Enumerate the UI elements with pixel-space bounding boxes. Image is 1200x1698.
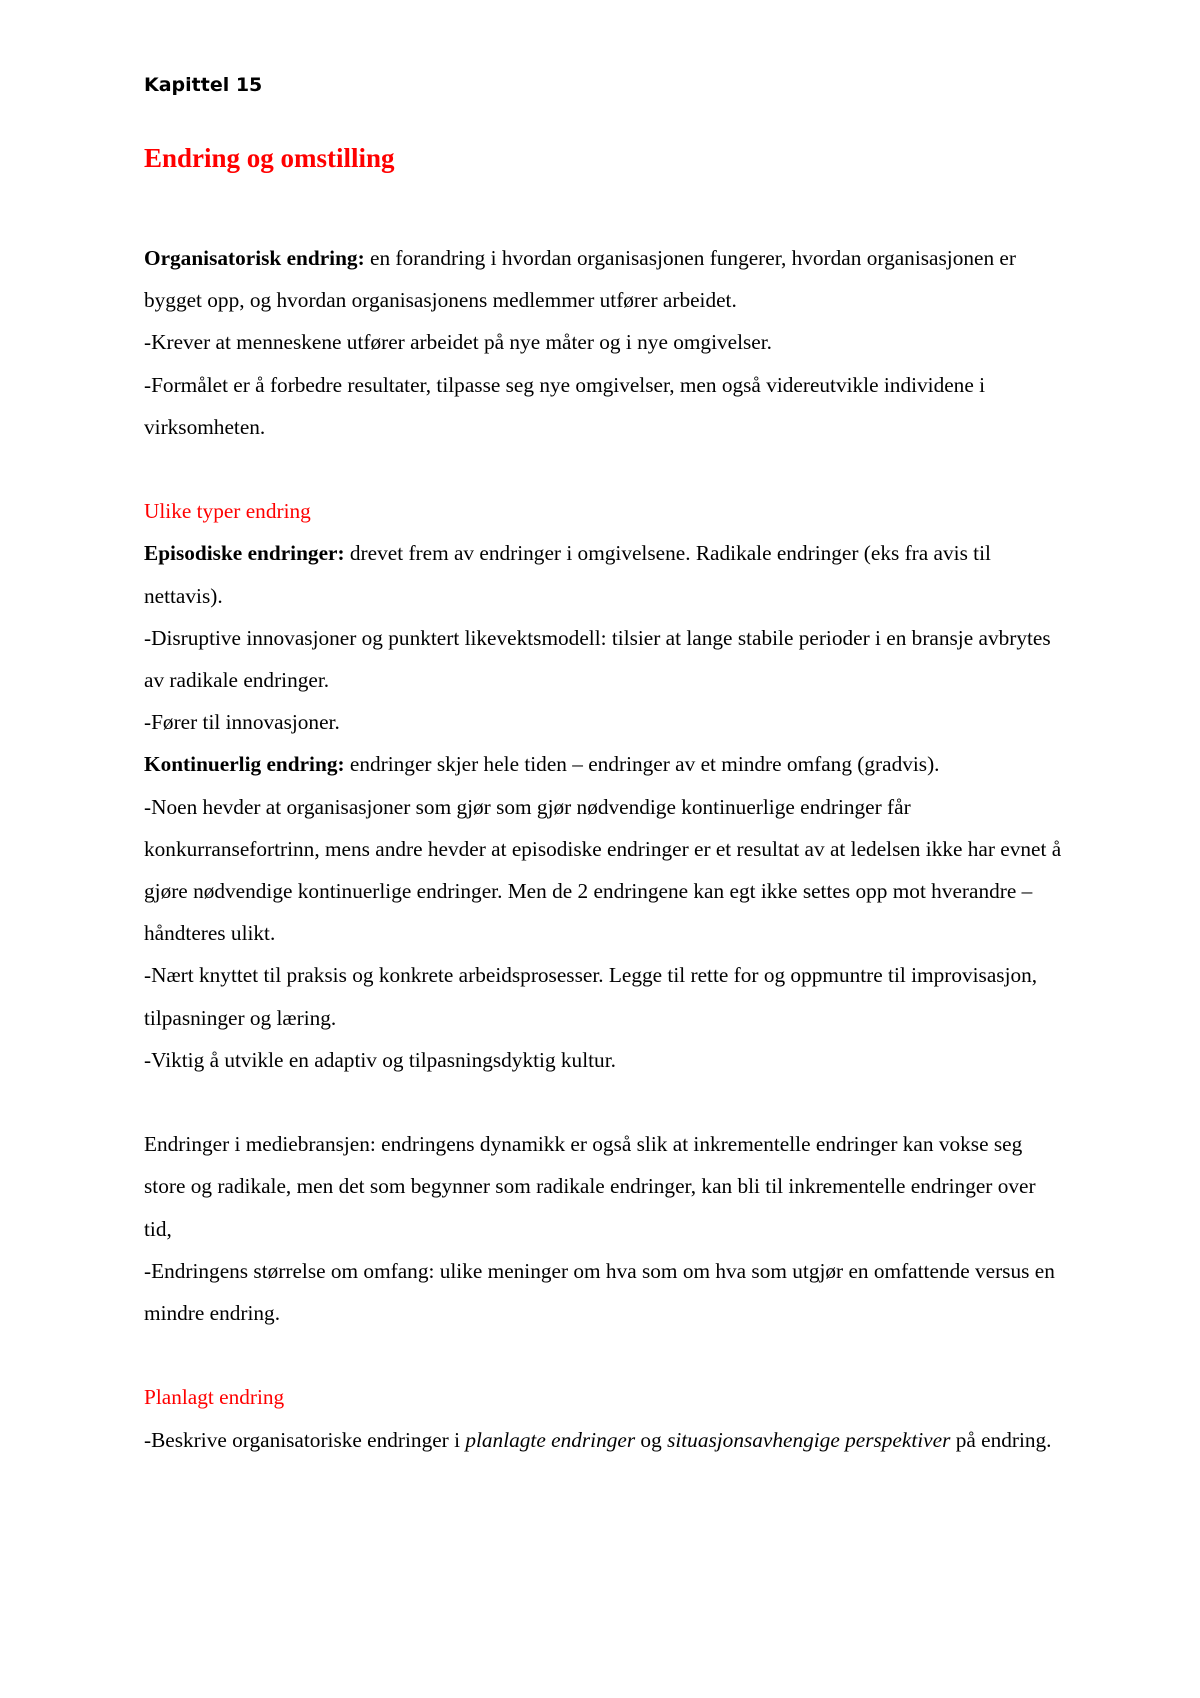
- chapter-label: Kapittel 15: [144, 74, 263, 96]
- bullet-viktig: -Viktig å utvikle en adaptiv og tilpasningsdyktig kultur.: [144, 1047, 616, 1072]
- bullet-formalet: -Formålet er å forbedre resultater, tilpasse seg nye omgivelser, men også videreutvikle individene i virksomheten.: [144, 372, 986, 439]
- emphasis-situasjonsavhengige: situasjonsavhengige perspektiver: [667, 1427, 951, 1452]
- definition-text: endringer skjer hele tiden – endringer av et mindre omfang (gradvis).: [344, 752, 940, 777]
- definition-organisatorisk-endring: [144, 237, 1064, 321]
- paragraph-mediebransjen: Endringer i mediebransjen: endringens dynamikk er også slik at inkrementelle endringer kan vokse seg store og radikale, men det som begynner som radikale endringer, kan bli til inkrementelle endringer over tid,: [144, 1132, 1036, 1241]
- emphasis-planlagte: planlagte endringer: [465, 1427, 636, 1452]
- definition-text: en forandring i hvordan organisasjonen fungerer, hvordan organisasjonen er bygget opp, og hvordan organisasjonens medlemmer utfører arbeidet.: [144, 246, 1016, 313]
- bullet-krever: -Krever at menneskene utfører arbeidet på nye måter og i nye omgivelser.: [144, 330, 772, 355]
- definition-episodiske: [144, 532, 1064, 616]
- section-heading-ulike-typer: Ulike typer endring: [144, 499, 311, 524]
- definition-text: drevet frem av endringer i omgivelsene. Radikale endringer (eks fra avis til nettavis).: [144, 541, 991, 608]
- bullet-forer-til: -Fører til innovasjoner.: [144, 710, 340, 735]
- bullet-noen-hevder: -Noen hevder at organisasjoner som gjør som gjør nødvendige kontinuerlige endringer får konkurransefortrinn, mens andre hevder at episodiske endringer er et resultat av at ledelsen ikke har evnet å gjøre nødvendige kontinuerlige endringer. Men de 2 endringene kan egt ikke settes opp mot hverandre – håndteres ulikt.: [144, 794, 1062, 946]
- paragraph-planlagt: [144, 1419, 1064, 1461]
- bullet-endringens-storrelse: -Endringens størrelse om omfang: ulike meninger om hva som om hva som utgjør en omfattende versus en mindre endring.: [144, 1258, 1055, 1326]
- spacer: [144, 448, 1064, 490]
- text-lead: -Beskrive organisatoriske endringer i: [144, 1427, 466, 1452]
- section-heading-planlagt: Planlagt endring: [144, 1385, 285, 1410]
- bullet-naert-knyttet: -Nært knyttet til praksis og konkrete arbeidsprosesser. Legge til rette for og oppmuntre til improvisasjon, tilpasninger og læring.: [144, 963, 1038, 1030]
- term-organisatorisk-endring: Organisatorisk endring:: [144, 246, 365, 270]
- document-body: [144, 237, 1064, 1461]
- definition-kontinuerlig: [144, 743, 1064, 785]
- text-tail: på endring.: [950, 1427, 1052, 1452]
- bullet-disruptive: -Disruptive innovasjoner og punktert likevektsmodell: tilsier at lange stabile perioder i en bransje avbrytes av radikale endringer.: [144, 625, 1051, 693]
- term-episodiske: Episodiske endringer:: [144, 541, 345, 566]
- spacer: [144, 1081, 1064, 1123]
- text-mid: og: [635, 1427, 668, 1452]
- page-title: Endring og omstilling: [144, 143, 395, 173]
- term-kontinuerlig: Kontinuerlig endring:: [144, 752, 345, 777]
- spacer: [144, 1334, 1064, 1376]
